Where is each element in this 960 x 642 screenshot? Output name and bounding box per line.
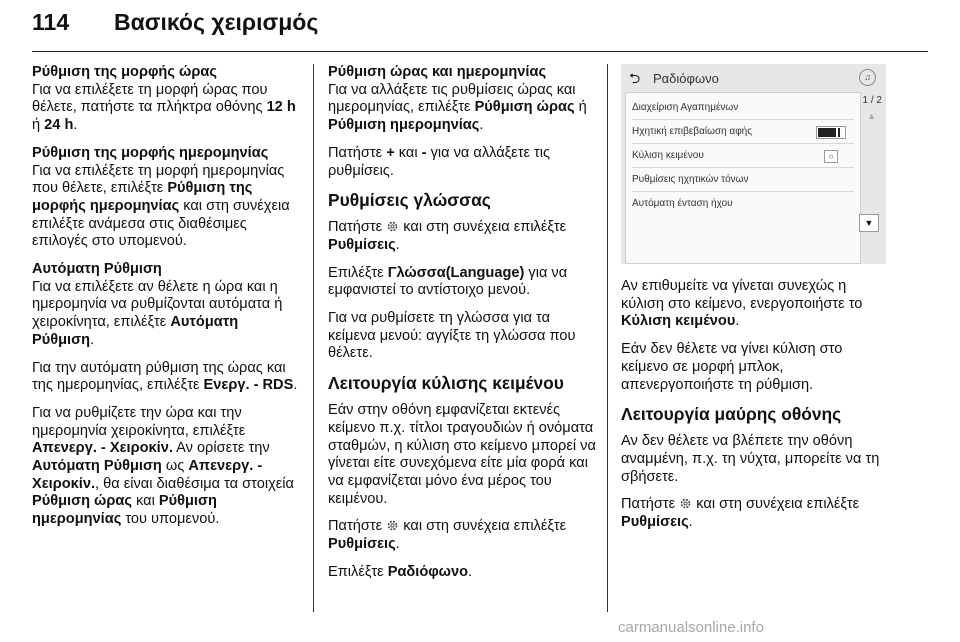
paragraph [328,265,598,300]
paragraph [32,279,300,350]
back-arrow-icon[interactable]: ⮌ [629,70,641,86]
column-2 [328,64,598,591]
column-divider [607,64,608,612]
heading-time-format: Ρύθμιση της μορφής ώρας [32,64,217,80]
column-divider [313,64,314,612]
paragraph [328,82,598,135]
paragraph: Για να ρυθμίσετε τη γλώσσα για τα κείμενα μενού: αγγίξτε τη γλώσσα που θέλετε. [328,310,576,362]
text: και στη συνέχεια επιλέξτε ανάμεσα στις διαθέσιμες επιλογές στο υπομενού. [32,197,290,250]
bold-term: Απενεργ. - Χειροκίν. [32,440,173,457]
text: του υπομενού. [121,511,220,528]
text: Για την αυτόματη ρύθμιση της ώρας και της ημερομηνίας, επιλέξτε [32,359,286,394]
text: Για να αλλάξετε τις ρυθμίσεις ώρας και ημερομηνίας, επιλέξτε [328,81,576,116]
text: Αν ορίσετε την [172,440,270,457]
bold-term: Ρύθμιση της μορφής ημερομηνίας [32,180,253,214]
column-3 [621,64,889,542]
text: ως [161,458,189,475]
radio-toggle[interactable]: ○ [824,150,838,163]
text: . [735,313,740,330]
menu-row-label: Διαχείριση Αγαπημένων [632,102,739,113]
heading-date-format: Ρύθμιση της μορφής ημερομηνίας [32,144,269,161]
paragraph [32,163,300,252]
bold-term: 12 h [266,99,296,116]
gear-icon [386,519,399,532]
text: και στη συνέχεια επιλέξτε [692,496,860,513]
minus-symbol: - [421,144,427,161]
gear-icon [386,220,399,233]
heading-auto-set: Αυτόματη Ρύθμιση [32,261,162,278]
text: Για να επιλέξετε τη μορφή ώρας που θέλετε, πατήστε τα πλήκτρα οθόνης [32,81,268,116]
screen-title-bar [621,64,886,90]
heading-text-scroll: Λειτουργία κύλισης κειμένου [328,373,564,394]
menu-row[interactable] [632,121,854,144]
text: Για να επιλέξετε τη μορφή ημερομηνίας που θέλετε, επιλέξτε [32,162,285,197]
menu-row-label: Κύλιση κειμένου [632,150,704,161]
text: για να αλλάξετε τις ρυθμίσεις. [328,144,551,179]
page-indicator: 1 / 2 [862,95,882,106]
text: για να εμφανιστεί το αντίστοιχο μενού. [328,264,568,299]
text: . [395,236,400,253]
menu-row-label: Ηχητική επιβεβαίωση αφής [632,126,753,137]
paragraph [328,564,598,582]
paragraph: Αν δεν θέλετε να βλέπετε την οθόνη αναμμένη, π.χ. τη νύχτα, μπορείτε να τη σβήσετε. [621,433,880,485]
paragraph [621,496,889,531]
bold-term: Ρύθμιση ημερομηνίας [328,117,480,134]
screen-menu-list [625,92,861,264]
toggle-switch[interactable] [816,126,846,139]
bold-term: Ρυθμίσεις [621,514,689,531]
bold-term: Απενεργ. - Χειροκίν. [32,458,263,492]
paragraph [328,518,598,553]
bold-term: Ρυθμίσεις [328,536,396,553]
bold-term: Γλώσσα(Language) [387,264,525,281]
page-number: 114 [32,9,70,35]
bold-term: Ρυθμίσεις [328,236,396,253]
menu-row[interactable] [632,145,854,168]
bold-term: Αυτόματη Ρύθμιση [32,314,239,348]
paragraph [32,82,300,135]
text: Επιλέξτε [328,264,388,281]
paragraph [32,405,300,529]
bold-term: Κύλιση κειμένου [621,313,736,330]
paragraph [32,360,300,395]
paragraph: Εάν δεν θέλετε να γίνει κύλιση στο κείμενο σε μορφή μπλοκ, απενεργοποιήστε τη ρύθμιση. [621,341,843,393]
text: και [131,493,159,510]
text: , θα είναι διαθέσιμα τα στοιχεία [95,475,294,492]
text: και στη συνέχεια επιλέξτε [399,518,567,535]
text: Πατήστε [328,219,387,236]
bold-term: 24 h [44,117,74,134]
page-title: Βασικός χειρισμός [114,9,319,35]
text: . [293,377,298,394]
text: . [90,331,95,348]
radio-settings-screen-illustration [621,64,886,264]
bold-term: Ρύθμιση ώρας [32,493,132,510]
text: Πατήστε [328,144,387,161]
text: ή [32,117,45,134]
heading-time-date: Ρύθμιση ώρας και ημερομηνίας [328,64,547,80]
bold-term: Ρύθμιση ώρας [474,99,575,116]
scroll-down-icon[interactable]: ▼ [859,214,879,232]
paragraph: Εάν στην οθόνη εμφανίζεται εκτενές κείμενο π.χ. τίτλοι τραγουδιών ή ονόματα σταθμών, η κύλιση στο κείμενο μπορεί να γίνεται είτε συνεχόμενα είτε μία φορά και να εμφανίζεται μόνο ένα μέρος του κειμένου. [328,402,596,507]
heading-language: Ρυθμίσεις γλώσσας [328,190,491,211]
text: Πατήστε [621,496,680,513]
text: . [73,117,78,134]
text: και [394,144,422,161]
text: Αν επιθυμείτε να γίνεται συνεχώς η κύλιση στο κείμενο, ενεργοποιήστε το [621,278,863,312]
text: Πατήστε [328,518,387,535]
column-1 [32,64,300,539]
text: . [468,563,473,580]
text: Για να ρυθμίζετε την ώρα και την ημερομηνία χειροκίνητα, επιλέξτε [32,404,246,439]
paragraph [328,219,598,254]
text: και στη συνέχεια επιλέξτε [399,219,567,236]
scroll-up-icon[interactable]: ▲ [867,111,876,121]
text: . [479,117,484,134]
paragraph [621,278,889,331]
text: ή [574,99,587,116]
music-note-icon[interactable]: ♫ [859,69,876,86]
paragraph [328,145,598,180]
text: . [395,536,400,553]
gear-icon [679,497,692,510]
bold-term: Αυτόματη Ρύθμιση [32,458,162,475]
plus-symbol: + [386,144,395,161]
bold-term: Ενεργ. - RDS [203,377,294,394]
menu-row[interactable] [632,169,854,192]
bold-term: Ρύθμιση ημερομηνίας [32,493,217,528]
text: Για να επιλέξετε αν θέλετε η ώρα και η ημερομηνία να ρυθμίζονται αυτόματα ή χειροκίνητα, επιλέξτε [32,278,283,331]
text: Επιλέξτε [328,563,388,580]
page-header [32,0,928,52]
menu-row[interactable] [632,193,854,215]
menu-row-label: Ρυθμίσεις ηχητικών τόνων [632,174,749,185]
watermark: carmanualsonline.info [618,619,764,636]
screen-title: Ραδιόφωνο [653,71,719,86]
menu-row-label: Αυτόματη ένταση ήχου [632,198,733,209]
text: . [688,514,693,531]
heading-black-screen: Λειτουργία μαύρης οθόνης [621,404,842,425]
bold-term: Ραδιόφωνο [387,563,469,580]
menu-row[interactable] [632,97,854,120]
